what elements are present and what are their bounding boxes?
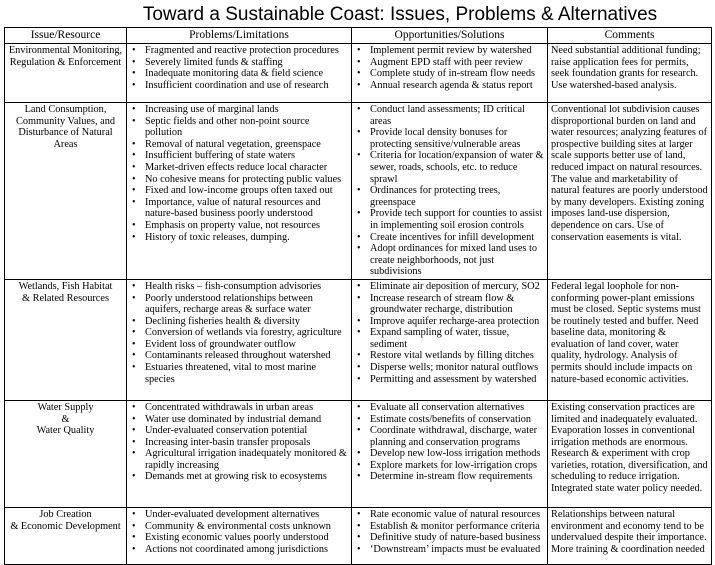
list-item: • Permitting and assessment by watershed — [355, 374, 544, 386]
list-item: • Severely limited funds & staffing — [130, 57, 348, 69]
list-item: • Estuaries threatened, vital to most marine species — [130, 362, 348, 385]
problems-list — [130, 402, 348, 483]
issues-table — [4, 27, 712, 565]
problems-list — [130, 281, 348, 385]
list-item: • ‘Downstream’ impacts must be evaluated — [355, 544, 544, 556]
solutions-list — [355, 509, 544, 555]
header-issue: Issue/Resource — [5, 28, 127, 44]
solutions-cell — [352, 400, 548, 507]
list-item: • Create incentives for infill development — [355, 232, 544, 244]
solutions-cell — [352, 507, 548, 564]
solutions-cell — [352, 279, 548, 400]
list-item: • Annual research agenda & status report — [355, 80, 544, 92]
issue-cell — [5, 507, 127, 564]
list-item: • Evident loss of groundwater outflow — [130, 339, 348, 351]
list-item: • Evaluate all conservation alternatives — [355, 402, 544, 414]
list-item: • Existing economic values poorly understood — [130, 532, 348, 544]
issue-label: Environmental Monitoring, Regulation & Enforcement — [8, 45, 123, 68]
list-item: • Insufficient buffering of state waters — [130, 150, 348, 162]
table-row — [5, 44, 712, 103]
header-comments: Comments — [548, 28, 712, 44]
list-item: • Disperse wells; monitor natural outflows — [355, 362, 544, 374]
list-item: • Health risks – fish-consumption advisories — [130, 281, 348, 293]
list-item: • Ordinances for protecting trees, greenspace — [355, 185, 544, 208]
list-item: • Actions not coordinated among jurisdictions — [130, 544, 348, 556]
list-item: • Fragmented and reactive protection procedures — [130, 45, 348, 57]
list-item: • Increasing inter-basin transfer proposals — [130, 437, 348, 449]
list-item: • Demands met at growing risk to ecosystems — [130, 471, 348, 483]
issue-cell — [5, 103, 127, 280]
problems-cell — [127, 44, 352, 103]
list-item: • Eliminate air deposition of mercury, SO2 — [355, 281, 544, 293]
comment-text: Need substantial additional funding; raise application fees for permits, seek foundation grants for research. Use watershed-based analysis. — [551, 45, 701, 91]
comments-cell — [548, 44, 712, 103]
solutions-list — [355, 402, 544, 483]
list-item: • Determine in-stream flow requirements — [355, 471, 544, 483]
list-item: • Contaminants released throughout watershed — [130, 350, 348, 362]
list-item: • Provide tech support for counties to assist in implementing soil erosion controls — [355, 208, 544, 231]
problems-cell — [127, 507, 352, 564]
table-row — [5, 400, 712, 507]
issue-label: Wetlands, Fish Habitat & Related Resources — [18, 280, 113, 304]
problems-list — [130, 45, 348, 91]
issue-cell — [5, 400, 127, 507]
problems-cell — [127, 400, 352, 507]
list-item: • Estimate costs/benefits of conservation — [355, 414, 544, 426]
list-item: • Rate economic value of natural resources — [355, 509, 544, 521]
list-item: • Expand sampling of water, tissue, sediment — [355, 327, 544, 350]
list-item: • Complete study of in-stream flow needs — [355, 68, 544, 80]
list-item: • Restore vital wetlands by filling ditches — [355, 350, 544, 362]
header-solutions: Opportunities/Solutions — [352, 28, 548, 44]
list-item: • Declining fisheries health & diversity — [130, 316, 348, 328]
list-item: • Fixed and low-income groups often taxed out — [130, 185, 348, 197]
list-item: • Explore markets for low-irrigation crops — [355, 460, 544, 472]
header-problems: Problems/Limitations — [127, 28, 352, 44]
issue-label: Water Supply & Water Quality — [36, 401, 95, 437]
list-item: • Emphasis on property value, not resources — [130, 220, 348, 232]
list-item: • Concentrated withdrawals in urban areas — [130, 402, 348, 414]
list-item: • Adopt ordinances for mixed land uses to create neighborhoods, not just subdivisions — [355, 243, 544, 278]
solutions-cell — [352, 103, 548, 280]
page-title: Toward a Sustainable Coast: Issues, Problems & Alternatives — [142, 4, 658, 25]
list-item: • Provide local density bonuses for protecting sensitive/vulnerable areas — [355, 127, 544, 150]
table-row — [5, 103, 712, 280]
list-item: • Develop new low-loss irrigation methods — [355, 448, 544, 460]
comments-cell — [548, 507, 712, 564]
list-item: • Agricultural irrigation inadequately monitored & rapidly increasing — [130, 448, 348, 471]
comments-cell — [548, 103, 712, 280]
comment-text: Conventional lot subdivision causes disproportional burden on land and water resources; analyzing features of prospective building sites at larger scale supports better use of land, reduced impact on natural resources. The value and marketability of natural features are poorly understood by many developers. Existing zoning imposes land-use dispersion, dependence on cars. Use of conservation easements is vital. — [551, 104, 708, 243]
issue-label: Job Creation & Economic Development — [10, 508, 121, 532]
list-item: • Importance, value of natural resources and nature-based business poorly understood — [130, 197, 348, 220]
list-item: • Implement permit review by watershed — [355, 45, 544, 57]
solutions-list — [355, 45, 544, 91]
issue-cell — [5, 44, 127, 103]
solutions-list — [355, 104, 544, 278]
list-item: • Community & environmental costs unknown — [130, 521, 348, 533]
list-item: • No cohesive means for protecting public values — [130, 174, 348, 186]
table-row — [5, 507, 712, 564]
list-item: • Establish & monitor performance criteria — [355, 521, 544, 533]
list-item: • Improve aquifer recharge-area protection — [355, 316, 544, 328]
issue-cell — [5, 279, 127, 400]
solutions-cell — [352, 44, 548, 103]
list-item: • Market-driven effects reduce local character — [130, 162, 348, 174]
comments-cell — [548, 400, 712, 507]
list-item: • Criteria for location/expansion of water & sewer, roads, schools, etc. to reduce sprawl — [355, 150, 544, 185]
solutions-list — [355, 281, 544, 385]
list-item: • Augment EPD staff with peer review — [355, 57, 544, 69]
list-item: • Under-evaluated development alternatives — [130, 509, 348, 521]
list-item: • Septic fields and other non-point source pollution — [130, 116, 348, 139]
comment-text: Relationships between natural environment and economy tend to be undervalued despite their importance. More training & coordination needed — [551, 508, 707, 555]
problems-list — [130, 104, 348, 243]
header-row — [5, 28, 712, 44]
table-row — [5, 279, 712, 400]
list-item: • Water use dominated by industrial demand — [130, 414, 348, 426]
problems-list — [130, 509, 348, 555]
list-item: • Insufficient coordination and use of research — [130, 80, 348, 92]
list-item: • Inadequate monitoring data & field science — [130, 68, 348, 80]
list-item: • Conduct land assessments; ID critical areas — [355, 104, 544, 127]
problems-cell — [127, 103, 352, 280]
list-item: • Definitive study of nature-based business — [355, 532, 544, 544]
issue-label: Land Consumption, Community Values, and Disturbance of Natural Areas — [15, 104, 116, 150]
list-item: • Removal of natural vegetation, greenspace — [130, 139, 348, 151]
comment-text: Existing conservation practices are limited and inadequately evaluated. Evaporation losses in conventional irrigation methods are enormous. Research & experiment with crop varieties, rotation, diversification, and scheduling to reduce irrigation. Integrated state water policy needed. — [551, 401, 708, 495]
list-item: • Poorly understood relationships between aquifers, recharge areas & surface water — [130, 293, 348, 316]
list-item: • History of toxic releases, dumping. — [130, 232, 348, 244]
comments-cell — [548, 279, 712, 400]
list-item: • Conversion of wetlands via forestry, agriculture — [130, 327, 348, 339]
problems-cell — [127, 279, 352, 400]
list-item: • Coordinate withdrawal, discharge, water planning and conservation programs — [355, 425, 544, 448]
list-item: • Increasing use of marginal lands — [130, 104, 348, 116]
list-item: • Increase research of stream flow & groundwater recharge, distribution — [355, 293, 544, 316]
comment-text: Federal legal loophole for non-conforming power-plant emissions must be closed. Septic systems must be routinely tested and buffer. Need baseline data, monitoring & evaluation of land cover, water quality, hydrology. Analysis of permits should include impacts on nature-based economic activities. — [551, 280, 701, 385]
list-item: • Under-evaluated conservation potential — [130, 425, 348, 437]
